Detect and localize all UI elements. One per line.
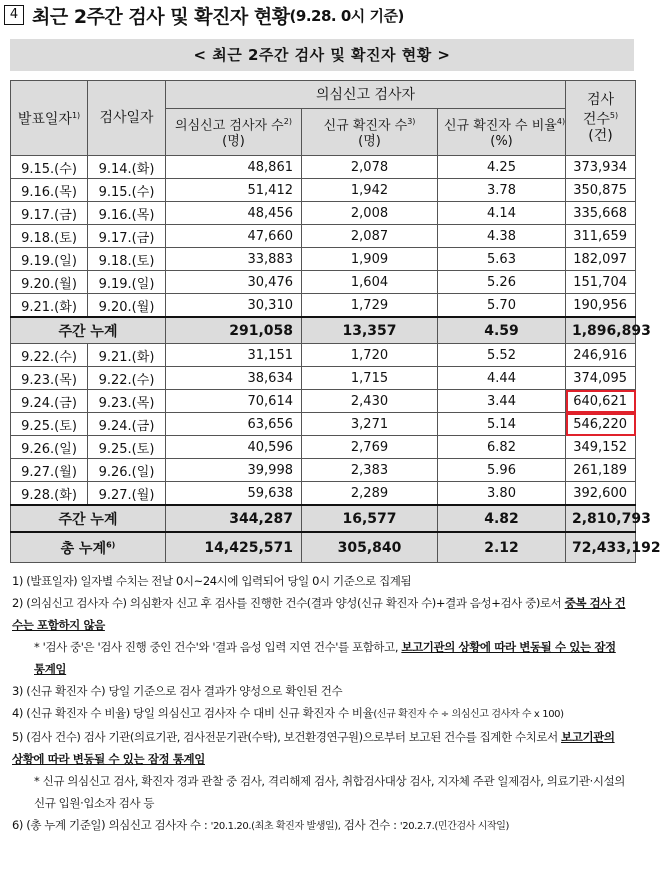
tests-count-cell: 350,875: [566, 179, 636, 202]
ratio-cell: 4.38: [438, 225, 566, 248]
suspected-count-cell: 40,596: [166, 436, 302, 459]
table-title: < 최근 2주간 검사 및 확진자 현황 >: [10, 39, 634, 71]
table-row: [11, 482, 636, 506]
suspected-count-cell: 39,998: [166, 459, 302, 482]
test-status-table: [10, 80, 661, 563]
footnote-4: 4) (신규 확진자 수 비율) 당일 의심신고 검사자 수 대비 신규 확진자 수 비율(신규 확진자 수 ÷ 의심신고 검사자 수 x 100): [12, 706, 564, 720]
grand-total-row-tests: 72,433,192: [566, 532, 636, 563]
ratio-cell: 4.25: [438, 156, 566, 179]
report-date-cell: 9.24.(금): [11, 390, 88, 413]
ratio-cell: 3.44: [438, 390, 566, 413]
tests-count-cell: 640,621: [566, 390, 636, 413]
new-cases-cell: 1,715: [302, 367, 438, 390]
week1-total-row-tests: 1,896,893: [566, 317, 636, 344]
week2-total-row-label: 주간 누계: [11, 505, 166, 532]
tests-count-cell: 374,095: [566, 367, 636, 390]
new-cases-cell: 1,942: [302, 179, 438, 202]
suspected-count-cell: 59,638: [166, 482, 302, 506]
header-report-date: 발표일자$^{1)}$: [11, 81, 88, 156]
header-suspected-group: 의심신고 검사자: [166, 81, 566, 109]
table-row: [11, 156, 636, 179]
ratio-cell: 3.78: [438, 179, 566, 202]
test-date-cell: 9.19.(일): [88, 271, 166, 294]
report-date-cell: 9.27.(월): [11, 459, 88, 482]
test-date-cell: 9.20.(월): [88, 294, 166, 318]
new-cases-cell: 1,604: [302, 271, 438, 294]
suspected-count-cell: 47,660: [166, 225, 302, 248]
header-new-cases: 신규 확진자 수$^{3)}$ (명): [302, 109, 438, 156]
new-cases-cell: 2,430: [302, 390, 438, 413]
test-date-cell: 9.17.(금): [88, 225, 166, 248]
new-cases-cell: 3,271: [302, 413, 438, 436]
report-date-cell: 9.28.(화): [11, 482, 88, 506]
ratio-cell: 5.52: [438, 344, 566, 367]
footnote-5: 5) (검사 건수) 검사 기관(의료기관, 검사전문기관(수탁), 보건환경연구원)으로부터 보고된 건수를 집계한 수치로서 보고기관의 상황에 따라 변동될 수 있는 잠정 통계임: [12, 730, 615, 766]
new-cases-cell: 2,383: [302, 459, 438, 482]
report-date-cell: 9.16.(목): [11, 179, 88, 202]
report-date-cell: 9.26.(일): [11, 436, 88, 459]
report-date-cell: 9.22.(수): [11, 344, 88, 367]
new-cases-cell: 2,769: [302, 436, 438, 459]
grand-total-row: [11, 532, 636, 563]
section-heading: [4, 2, 404, 28]
report-date-cell: 9.23.(목): [11, 367, 88, 390]
week2-total-row: [11, 505, 636, 532]
table-row: [11, 459, 636, 482]
week1-total-row-suspected: 291,058: [166, 317, 302, 344]
header-ratio: 신규 확진자 수 비율$^{4)}$ (%): [438, 109, 566, 156]
table-row: [11, 179, 636, 202]
grand-total-row-suspected: 14,425,571: [166, 532, 302, 563]
test-date-cell: 9.25.(토): [88, 436, 166, 459]
ratio-cell: 3.80: [438, 482, 566, 506]
tests-count-cell: 151,704: [566, 271, 636, 294]
tests-count-cell: 261,189: [566, 459, 636, 482]
new-cases-cell: 2,008: [302, 202, 438, 225]
tests-count-cell: 546,220: [566, 413, 636, 436]
ratio-cell: 4.14: [438, 202, 566, 225]
suspected-count-cell: 33,883: [166, 248, 302, 271]
test-date-cell: 9.21.(화): [88, 344, 166, 367]
test-date-cell: 9.14.(화): [88, 156, 166, 179]
table-row: [11, 225, 636, 248]
ratio-cell: 5.26: [438, 271, 566, 294]
week2-total-row-ratio: 4.82: [438, 505, 566, 532]
tests-count-cell: 190,956: [566, 294, 636, 318]
week2-total-row-new: 16,577: [302, 505, 438, 532]
test-date-cell: 9.26.(일): [88, 459, 166, 482]
section-date: (9.28. 0시 기준): [289, 6, 404, 25]
table-row: [11, 390, 636, 413]
new-cases-cell: 2,087: [302, 225, 438, 248]
tests-count-cell: 373,934: [566, 156, 636, 179]
ratio-cell: 6.82: [438, 436, 566, 459]
suspected-count-cell: 30,476: [166, 271, 302, 294]
tests-count-cell: 246,916: [566, 344, 636, 367]
suspected-count-cell: 38,634: [166, 367, 302, 390]
test-date-cell: 9.16.(목): [88, 202, 166, 225]
report-date-cell: 9.19.(일): [11, 248, 88, 271]
tests-count-cell: 392,600: [566, 482, 636, 506]
test-date-cell: 9.23.(목): [88, 390, 166, 413]
table-row: [11, 248, 636, 271]
report-date-cell: 9.20.(월): [11, 271, 88, 294]
report-date-cell: 9.21.(화): [11, 294, 88, 318]
header-tests: 검사 건수$^{5)}$ (건): [566, 81, 636, 156]
suspected-count-cell: 30,310: [166, 294, 302, 318]
test-date-cell: 9.24.(금): [88, 413, 166, 436]
table-row: [11, 271, 636, 294]
footnote-2-note: * '검사 중'은 '검사 진행 중인 건수'와 '결과 음성 입력 지연 건수'를 포함하고, 보고기관의 상황에 따라 변동될 수 있는 잠정 통계임: [34, 640, 616, 676]
grand-total-row-new: 305,840: [302, 532, 438, 563]
new-cases-cell: 2,078: [302, 156, 438, 179]
table-row: [11, 367, 636, 390]
week2-total-row-suspected: 344,287: [166, 505, 302, 532]
week1-total-row-ratio: 4.59: [438, 317, 566, 344]
grand-total-row-ratio: 2.12: [438, 532, 566, 563]
footnote-1: 1) (발표일자) 일자별 수치는 전날 0시~24시에 입력되어 당일 0시 기준으로 집계됨: [12, 574, 412, 588]
table-row: [11, 294, 636, 318]
tests-count-cell: 311,659: [566, 225, 636, 248]
footnote-3: 3) (신규 확진자 수) 당일 기준으로 검사 결과가 양성으로 확인된 건수: [12, 684, 343, 698]
week1-total-row: [11, 317, 636, 344]
week1-total-row-label: 주간 누계: [11, 317, 166, 344]
report-date-cell: 9.17.(금): [11, 202, 88, 225]
week2-total-row-tests: 2,810,793: [566, 505, 636, 532]
table-row: [11, 436, 636, 459]
tests-count-cell: 349,152: [566, 436, 636, 459]
section-title: 최근 2주간 검사 및 확진자 현황: [32, 5, 290, 28]
footnote-2: 2) (의심신고 검사자 수) 의심환자 신고 후 검사를 진행한 건수(결과 양성(신규 확진자 수)+결과 음성+검사 중)로서 중복 검사 건수는 포함하지 않음: [12, 596, 626, 632]
ratio-cell: 5.96: [438, 459, 566, 482]
test-date-cell: 9.15.(수): [88, 179, 166, 202]
new-cases-cell: 1,720: [302, 344, 438, 367]
test-date-cell: 9.22.(수): [88, 367, 166, 390]
ratio-cell: 5.63: [438, 248, 566, 271]
new-cases-cell: 2,289: [302, 482, 438, 506]
tests-count-cell: 335,668: [566, 202, 636, 225]
header-suspected: 의심신고 검사자 수$^{2)}$ (명): [166, 109, 302, 156]
header-test-date: 검사일자: [88, 81, 166, 156]
report-date-cell: 9.15.(수): [11, 156, 88, 179]
suspected-count-cell: 63,656: [166, 413, 302, 436]
grand-total-row-label: 총 누계$^{6)}$: [11, 532, 166, 563]
ratio-cell: 4.44: [438, 367, 566, 390]
ratio-cell: 5.70: [438, 294, 566, 318]
suspected-count-cell: 70,614: [166, 390, 302, 413]
suspected-count-cell: 51,412: [166, 179, 302, 202]
suspected-count-cell: 31,151: [166, 344, 302, 367]
footnote-5-note: * 신규 의심신고 검사, 확진자 경과 관찰 중 검사, 격리해제 검사, 취합검사대상 검사, 지자체 주관 일제검사, 의료기관·시설의 신규 입원·입소자 검사 등: [34, 774, 625, 810]
test-date-cell: 9.18.(토): [88, 248, 166, 271]
table-row: [11, 413, 636, 436]
report-date-cell: 9.18.(토): [11, 225, 88, 248]
footnotes: [12, 570, 627, 838]
section-number: 4: [4, 5, 24, 25]
new-cases-cell: 1,729: [302, 294, 438, 318]
footnote-6: 6) (총 누계 기준일) 의심신고 검사자 수 : '20.1.20.(최초 확진자 발생일), 검사 건수 : '20.2.7.(민간검사 시작일): [12, 818, 510, 832]
week1-total-row-new: 13,357: [302, 317, 438, 344]
tests-count-cell: 182,097: [566, 248, 636, 271]
ratio-cell: 5.14: [438, 413, 566, 436]
table-row: [11, 202, 636, 225]
suspected-count-cell: 48,861: [166, 156, 302, 179]
report-date-cell: 9.25.(토): [11, 413, 88, 436]
new-cases-cell: 1,909: [302, 248, 438, 271]
table-row: [11, 344, 636, 367]
test-date-cell: 9.27.(월): [88, 482, 166, 506]
suspected-count-cell: 48,456: [166, 202, 302, 225]
